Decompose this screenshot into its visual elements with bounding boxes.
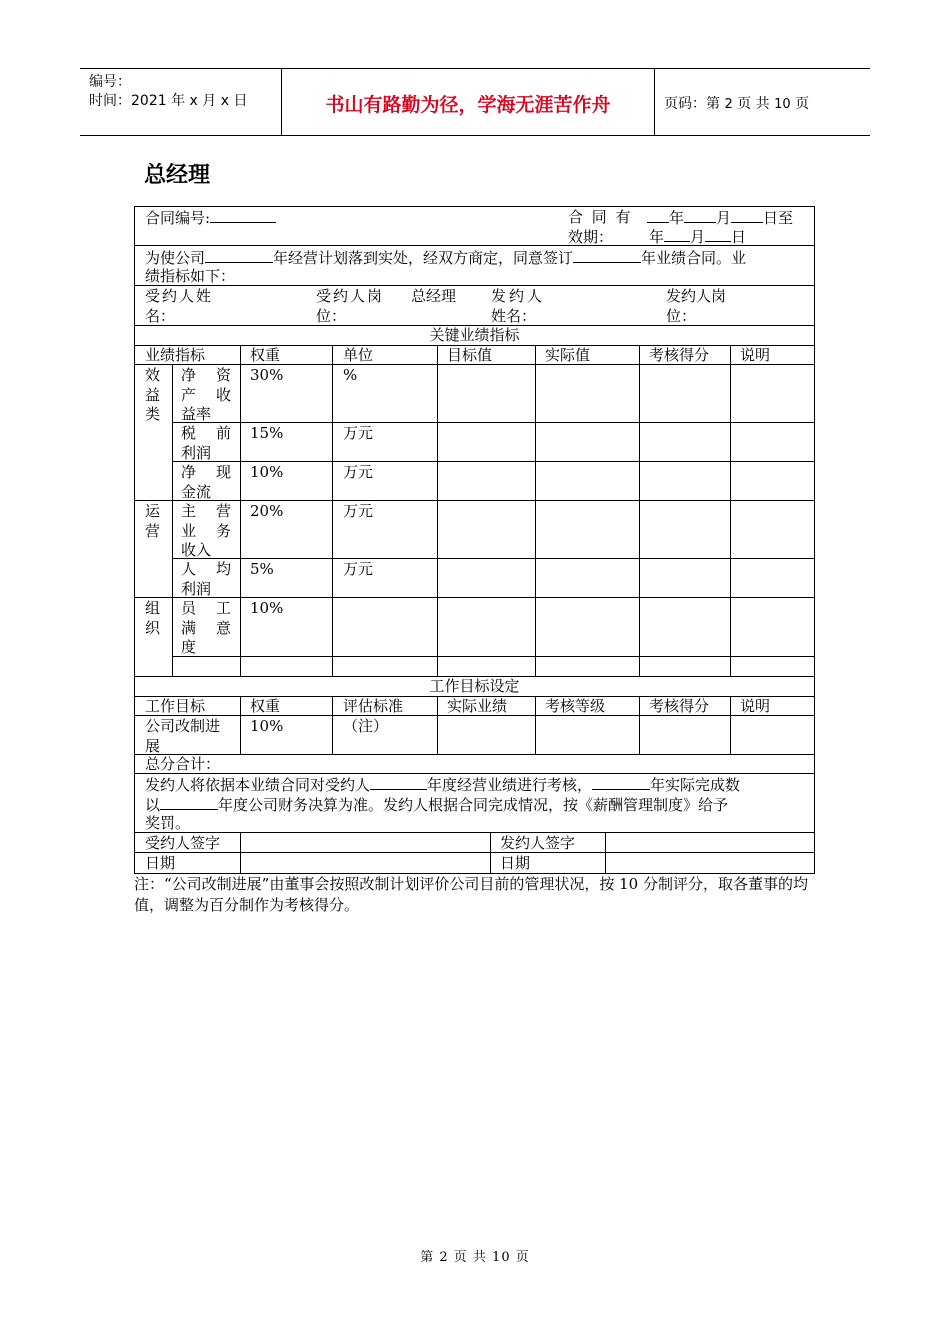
kpi-group-benefit — [145, 366, 160, 425]
col-line — [240, 832, 241, 873]
goal-criteria: （注） — [343, 717, 389, 735]
col-line — [639, 345, 640, 676]
party-post-label2: 位： — [316, 306, 347, 325]
row-line — [135, 285, 814, 286]
col-line — [605, 832, 606, 873]
assessment-part: 年度公司财务决算为准。发约人根据合同完成情况，按《薪酬管理制度》给予 — [218, 796, 729, 814]
goals-col-score: 考核得分 — [649, 697, 710, 715]
goal-weight: 10% — [250, 717, 284, 735]
goals-col-weight: 权重 — [250, 697, 281, 715]
month-label: 月 — [690, 228, 706, 246]
issuer-name-label2: 姓名： — [491, 306, 537, 325]
col-line — [535, 345, 536, 676]
assessment-line1 — [145, 775, 740, 796]
kpi-col-indicator: 业绩指标 — [145, 346, 206, 364]
kpi-col-remark: 说明 — [740, 346, 771, 364]
item-line: 益率 — [181, 405, 212, 423]
group-char: 营 — [145, 521, 161, 540]
kpi-item-employee-satisfaction — [181, 599, 231, 658]
kpi-item-main-revenue — [181, 502, 231, 561]
assessment-part: 年度经营业绩进行考核， — [427, 776, 593, 794]
total-score-label: 总分合计： — [145, 755, 221, 773]
kpi-col-target: 目标值 — [447, 346, 493, 364]
motto: 书山有路勤为径，学海无涯苦作舟 — [325, 93, 611, 116]
day-to-label: 日至 — [763, 209, 794, 227]
start-year-blank[interactable] — [647, 208, 669, 223]
page-prefix: 页码：第 — [664, 96, 720, 112]
row-line — [135, 500, 814, 501]
intro-part: 为使公司 — [145, 249, 206, 267]
party-name-label2: 名： — [145, 306, 176, 325]
goal-item-restructure — [145, 717, 220, 756]
group-char: 益 — [145, 385, 161, 404]
row-line — [172, 461, 814, 462]
goals-col-criteria: 评估标准 — [343, 697, 404, 715]
kpi-item-profit-per-capita — [181, 560, 231, 599]
kpi-weight: 10% — [250, 463, 284, 481]
row-line — [135, 754, 814, 755]
col-line — [730, 696, 731, 754]
goals-col-remark: 说明 — [740, 697, 771, 715]
issuer-sign-label: 发约人签字 — [500, 834, 576, 852]
kpi-col-actual: 实际值 — [545, 346, 591, 364]
goals-section-title: 工作目标设定 — [429, 677, 520, 695]
goals-col-target: 工作目标 — [145, 697, 206, 715]
assessment-part: 发约人将依据本业绩合同对受约人 — [145, 776, 371, 794]
kpi-group-operation — [145, 502, 160, 541]
assessment-part: 年实际完成数 — [650, 776, 741, 794]
intro-line2: 绩指标如下： — [145, 267, 236, 285]
row-line — [135, 773, 814, 774]
item-line: 业 务 — [181, 521, 231, 540]
kpi-unit: 万元 — [343, 560, 374, 578]
issuer-date-label: 日期 — [500, 854, 531, 872]
item-line: 金流 — [181, 482, 212, 501]
actual-year-blank[interactable] — [592, 775, 650, 790]
day-label: 日 — [731, 228, 747, 246]
contract-year-blank[interactable] — [573, 248, 641, 263]
row-line — [135, 597, 814, 598]
assessment-line3: 奖罚。 — [145, 814, 191, 832]
kpi-section-title: 关键业绩指标 — [429, 326, 520, 344]
validity-label-line1: 合 同 有 — [568, 208, 633, 226]
item-line: 员 工 — [181, 599, 231, 617]
validity-start — [647, 208, 793, 229]
serial-label: 编号： — [89, 74, 131, 90]
document-title: 总经理 — [144, 163, 211, 188]
issuer-name-field — [491, 287, 545, 326]
row-line — [135, 852, 814, 853]
issuer-post-label2: 位： — [666, 306, 697, 325]
item-line: 度 — [181, 638, 197, 656]
validity-end — [649, 227, 746, 248]
page-footer: 第 2 页 共 10 页 — [420, 1250, 530, 1265]
year-label: 年 — [649, 228, 665, 246]
item-line: 满 意 — [181, 618, 231, 637]
kpi-unit: 万元 — [343, 463, 374, 481]
item-line: 利润 — [181, 579, 212, 598]
goals-col-grade: 考核等级 — [545, 697, 606, 715]
kpi-item-roe — [181, 366, 231, 425]
intro-part: 年业绩合同。业 — [641, 249, 747, 267]
kpi-unit: % — [343, 366, 358, 384]
col-line — [730, 345, 731, 676]
header-meta — [89, 73, 247, 111]
goal-line: 展 — [145, 736, 161, 755]
group-char: 织 — [145, 618, 161, 637]
assessment-line2 — [145, 795, 728, 816]
item-line: 主 营 — [181, 502, 231, 520]
group-char: 运 — [145, 502, 161, 520]
col-line — [332, 345, 333, 676]
kpi-weight: 15% — [250, 424, 284, 442]
kpi-weight: 20% — [250, 502, 284, 520]
col-line — [490, 832, 491, 873]
col-line — [240, 345, 241, 676]
start-day-blank[interactable] — [731, 208, 763, 223]
kpi-group-organization — [145, 599, 160, 638]
kpi-col-weight: 权重 — [250, 346, 281, 364]
validity-label — [568, 208, 633, 247]
col-line — [332, 696, 333, 754]
item-line: 税 前 — [181, 424, 231, 442]
kpi-item-pretax-profit — [181, 424, 231, 463]
issuer-post-label: 发约人岗 — [666, 287, 727, 305]
validity-label-line2: 效期： — [568, 227, 614, 246]
col-line — [639, 696, 640, 754]
item-line: 利润 — [181, 443, 212, 462]
end-month-blank[interactable] — [664, 227, 690, 242]
row-line — [135, 832, 814, 833]
kpi-unit: 万元 — [343, 424, 374, 442]
contract-number-blank[interactable] — [210, 208, 276, 223]
month-label: 月 — [716, 209, 732, 227]
kpi-col-score: 考核得分 — [649, 346, 710, 364]
group-char: 组 — [145, 599, 161, 617]
performance-contract-table — [134, 206, 815, 874]
row-line — [172, 656, 814, 657]
item-line: 净 现 — [181, 463, 231, 481]
col-line — [172, 364, 173, 676]
kpi-weight: 30% — [250, 366, 284, 384]
kpi-item-net-cash — [181, 463, 231, 502]
col-line — [437, 696, 438, 754]
party-name-label: 受约人姓 — [145, 287, 214, 305]
goals-col-actual: 实际业绩 — [447, 697, 508, 715]
issuer-post-field — [666, 287, 726, 326]
intro-part: 年经营计划落到实处，经双方商定，同意签订 — [273, 249, 574, 267]
page-mid: 页 共 — [737, 96, 770, 112]
time-label: 时间：2021 年 x 月 x 日 — [89, 93, 248, 109]
page-header — [80, 68, 870, 136]
row-line — [172, 558, 814, 559]
party-date-label: 日期 — [145, 854, 176, 872]
col-line — [240, 696, 241, 754]
year-label: 年 — [669, 209, 685, 227]
issuer-name-label: 发约人 — [491, 287, 546, 305]
item-line: 收入 — [181, 541, 212, 559]
page-current: 2 — [724, 97, 733, 112]
contract-intro — [145, 248, 746, 269]
contract-number-field — [145, 208, 276, 229]
start-month-blank[interactable] — [684, 208, 716, 223]
row-line — [172, 422, 814, 423]
kpi-weight: 5% — [250, 560, 274, 578]
contract-number-label: 合同编号: — [145, 209, 211, 227]
page-suffix: 页 — [795, 96, 810, 112]
assessment-part: 以 — [145, 796, 161, 814]
table-note: 注：“公司改制进展”由董事会按照改制计划评价公司目前的管理状况，按 10 分制评分，取各董事的均值，调整为百分制作为考核得分。 — [134, 875, 808, 914]
end-day-blank[interactable] — [705, 227, 731, 242]
party-sign-label: 受约人签字 — [145, 834, 221, 852]
item-line: 人 均 — [181, 560, 231, 578]
kpi-col-unit: 单位 — [343, 346, 374, 364]
page-total: 10 — [774, 97, 791, 112]
item-line: 净 资 — [181, 366, 231, 384]
goal-line: 公司改制进 — [145, 717, 221, 735]
group-char: 效 — [145, 366, 161, 384]
item-line: 产 收 — [181, 385, 231, 404]
col-line — [535, 696, 536, 754]
party-post-label: 受约人岗 — [316, 287, 385, 305]
group-char: 类 — [145, 405, 161, 423]
kpi-weight: 10% — [250, 599, 284, 617]
finance-year-blank[interactable] — [160, 795, 218, 810]
party-post-field — [316, 287, 384, 326]
kpi-unit: 万元 — [343, 502, 374, 520]
party-post-value: 总经理 — [411, 287, 457, 305]
col-line — [437, 345, 438, 676]
party-name-field — [145, 287, 213, 326]
assess-year-blank[interactable] — [370, 775, 427, 790]
company-year-blank[interactable] — [205, 248, 273, 263]
page-indicator — [664, 93, 809, 113]
